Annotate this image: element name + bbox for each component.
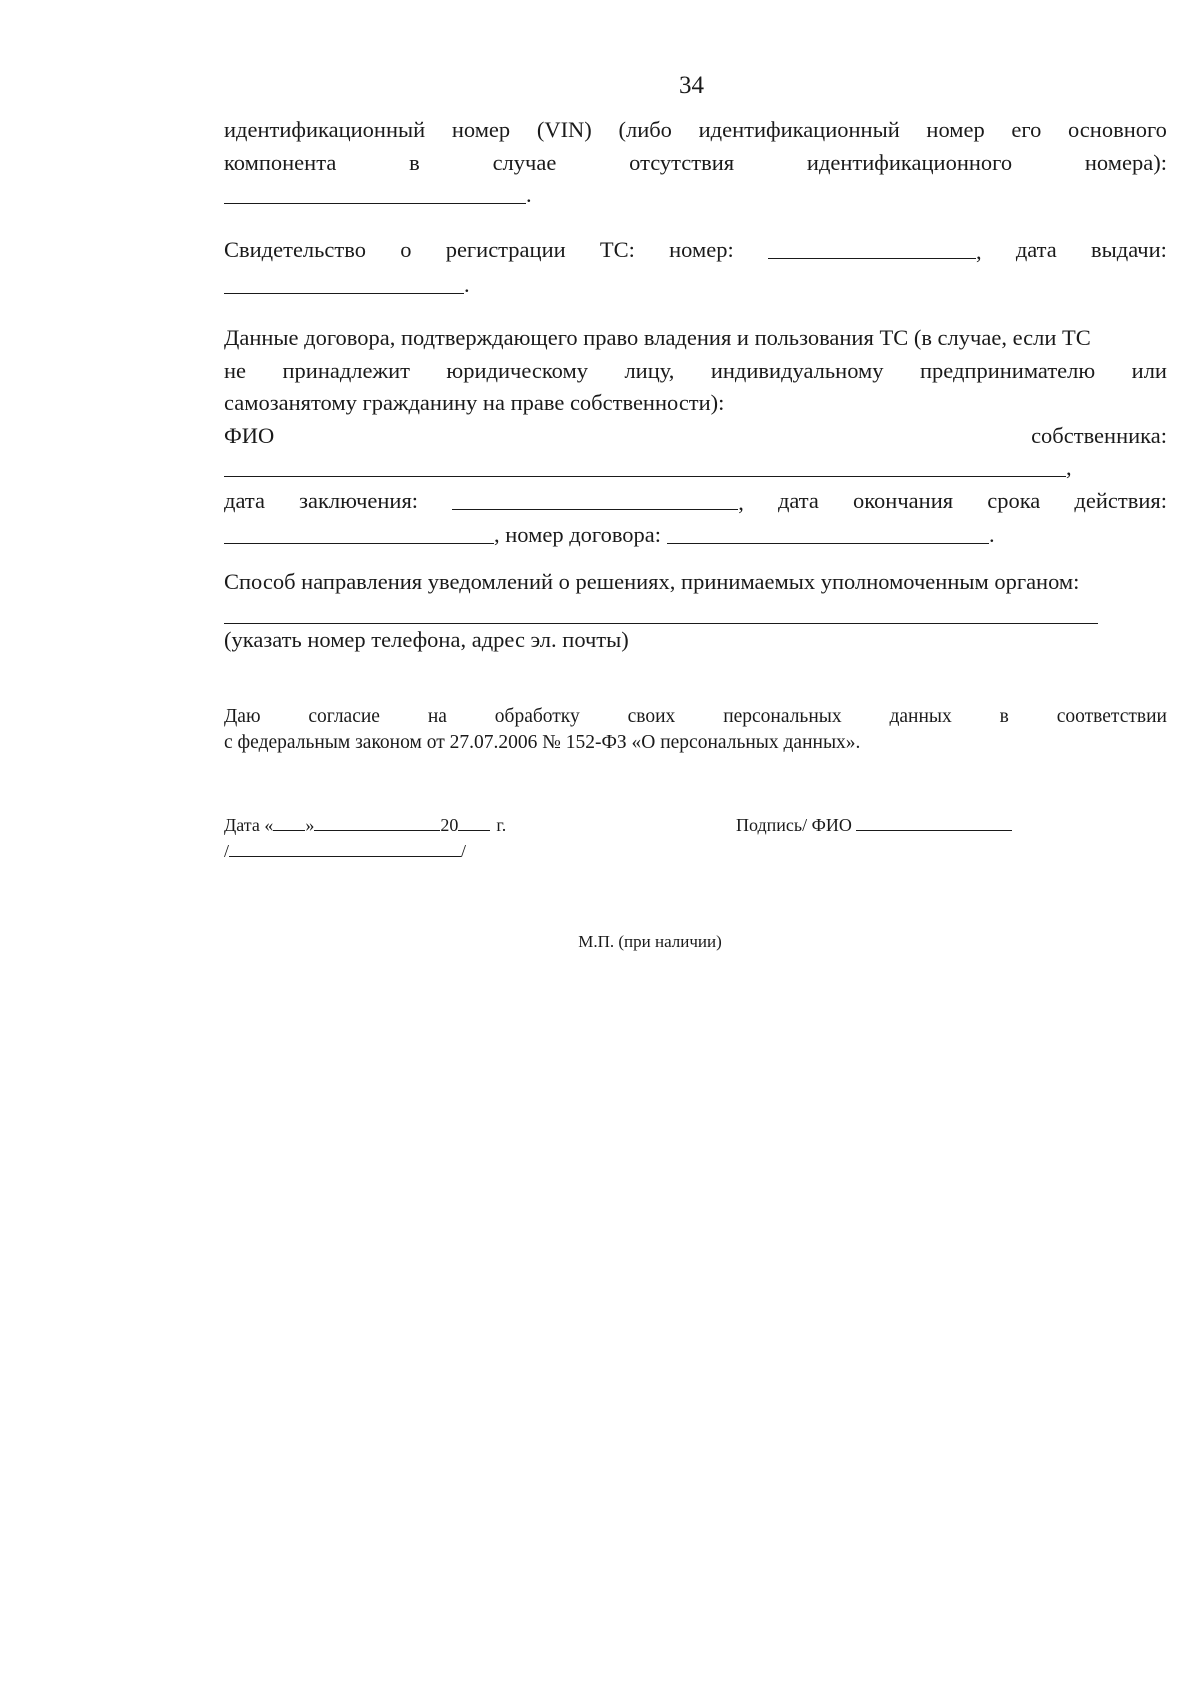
- page-number: 34: [679, 72, 704, 99]
- contract-number-field[interactable]: [667, 519, 989, 544]
- contract-line-2: не принадлежит юридическому лицу, индивидуальному предпринимателю или: [224, 357, 1167, 383]
- contract-conclusion-date-field[interactable]: [452, 485, 738, 510]
- contract-owner-line: ФИО собственника:: [224, 422, 1167, 448]
- consent-line-1: Даю согласие на обработку своих персональных данных в соответствии: [224, 706, 1167, 727]
- registration-section: [224, 234, 1167, 301]
- vin-line-2: компонента в случае отсутствия идентификационного номера):: [224, 149, 1167, 175]
- consent-line-2: с федеральным законом от 27.07.2006 № 152-ФЗ «О персональных данных».: [224, 732, 861, 753]
- notification-section: [224, 566, 1167, 656]
- contract-line-3: самозанятому гражданину на праве собственности):: [224, 390, 725, 415]
- signature-date-block: Дата « » 20 г. / /: [224, 812, 1167, 864]
- registration-line-2: .: [224, 269, 1167, 302]
- notification-field-line: [224, 599, 1167, 624]
- contract-owner-field-line: ,: [224, 452, 1167, 485]
- date-day-field[interactable]: [273, 812, 305, 831]
- registration-line-1: Свидетельство о регистрации ТС: номер: , дата выдачи:: [224, 234, 1167, 269]
- notification-label: Способ направления уведомлений о решениях, принимаемых уполномоченным органом:: [224, 569, 1080, 594]
- registration-number-field[interactable]: [768, 234, 976, 259]
- vin-line-3: .: [224, 179, 1167, 212]
- vin-section: [224, 114, 1167, 212]
- contract-line-1: Данные договора, подтверждающего право владения и пользования ТС (в случае, если ТС: [224, 325, 1091, 350]
- contract-number-line: , номер договора: .: [224, 519, 1167, 552]
- notification-method-field[interactable]: [224, 599, 1098, 624]
- contract-expiry-date-field[interactable]: [224, 519, 494, 544]
- signature-field[interactable]: [856, 812, 1012, 831]
- consent-section: [224, 704, 1167, 756]
- contract-dates-line: дата заключения: , дата окончания срока действия:: [224, 485, 1167, 520]
- vin-blank-field[interactable]: [224, 179, 526, 204]
- seal-note: М.П. (при наличии): [578, 932, 722, 951]
- owner-name-field[interactable]: [224, 452, 1066, 477]
- signature-block: Подпись/ ФИО: [736, 812, 1012, 836]
- contract-section: [224, 322, 1167, 552]
- vin-line-1: идентификационный номер (VIN) (либо идентификационный номер его основного: [224, 117, 1167, 142]
- date-month-field[interactable]: [314, 812, 440, 831]
- registration-date-field[interactable]: [224, 269, 464, 294]
- notification-hint: (указать номер телефона, адрес эл. почты): [224, 626, 629, 652]
- date-year-field[interactable]: [458, 812, 490, 831]
- signature-name-field[interactable]: [229, 838, 461, 857]
